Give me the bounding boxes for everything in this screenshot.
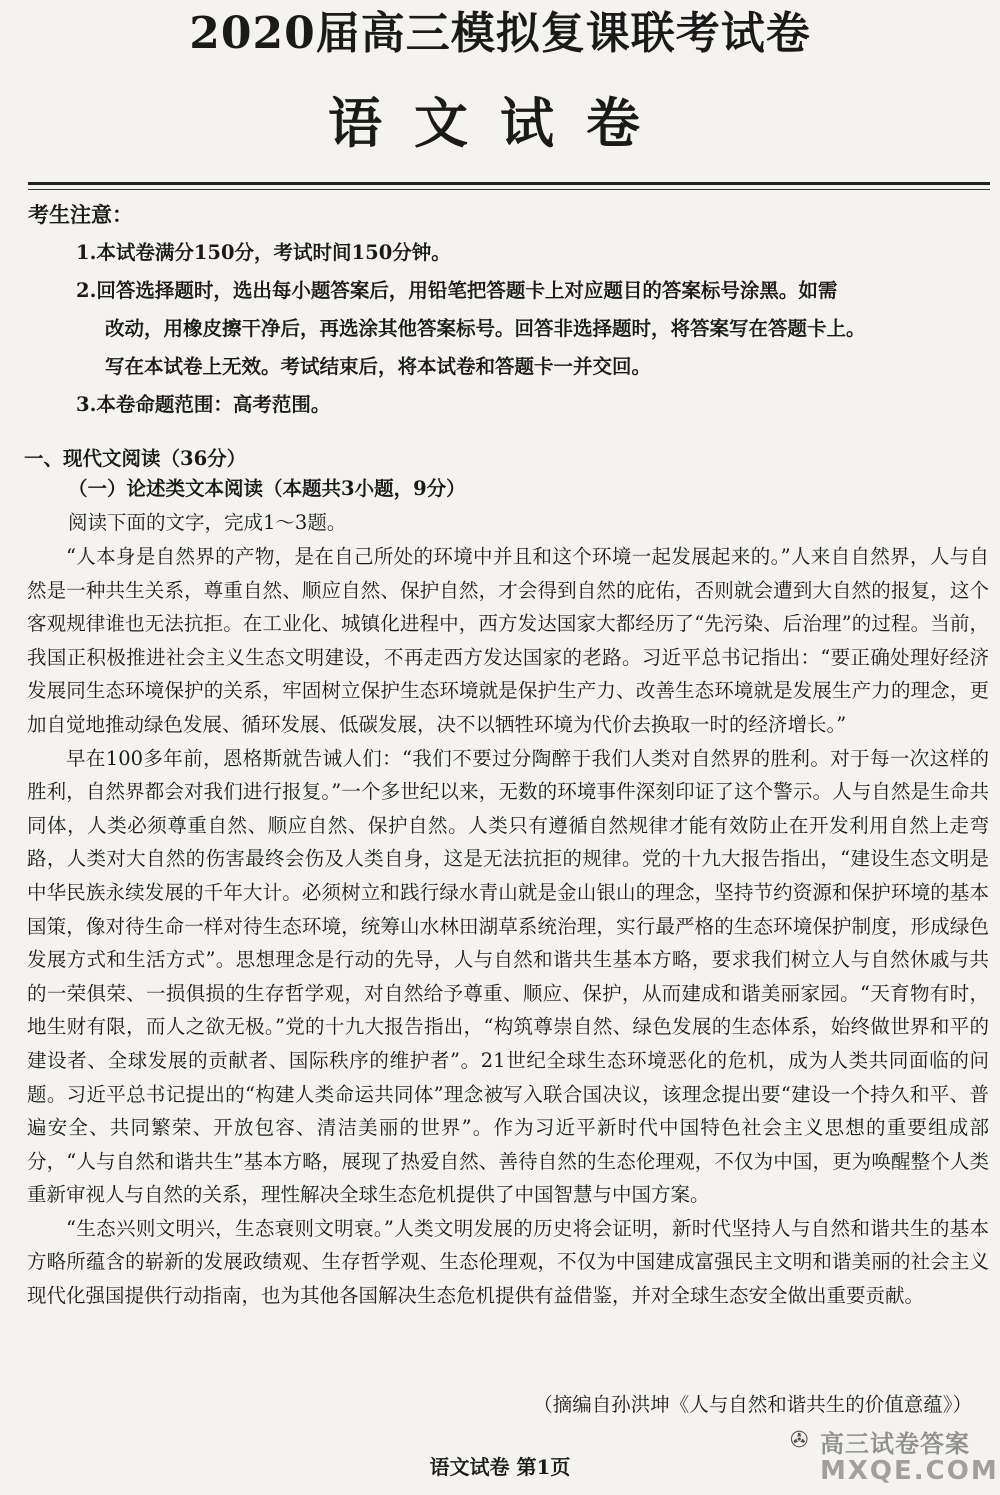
subject-title: 语文试卷 xyxy=(328,91,672,155)
section-instruction: 阅读下面的文字，完成1～3题。 xyxy=(68,511,347,534)
notice-heading: 考生注意： xyxy=(28,203,133,227)
exam-title: 2020届高三模拟复课联考试卷 xyxy=(189,8,811,59)
notice-list xyxy=(76,234,990,424)
passage-paragraph: 早在100多年前，恩格斯就告诫人们：“我们不要过分陶醉于我们人类对自然界的胜利。对于每一次这样的胜利，自然界都会对我们进行报复。”一个多世纪以来，无数的环境事件深刻印证了这个警示。人与自然是生命共同体，人类必须尊重自然、顺应自然、保护自然。人类只有遵循自然规律才能有效防止在开发利用自然上走弯路，人类对大自然的伤害最终会伤及人类自身，这是无法抗拒的规律。党的十九大报告指出，“建设生态文明是中华民族永续发展的千年大计。必须树立和践行绿水青山就是金山银山的理念，坚持节约资源和保护环境的基本国策，像对待生命一样对待生态环境，统筹山水林田湖草系统治理，实行最严格的生态环境保护制度，形成绿色发展方式和生活方式”。思想理念是行动的先导，人与自然和谐共生基本方略，要求我们树立人与自然休戚与共的一荣俱荣、一损俱损的生存哲学观，对自然给予尊重、顺应、保护，从而建成和谐美丽家园。“天育物有时，地生财有限，而人之欲无极。”党的十九大报告指出，“构筑尊崇自然、绿色发展的生态体系，始终做世界和平的建设者、全球发展的贡献者、国际秩序的维护者”。21世纪全球生态环境恶化的危机，成为人类共同面临的问题。习近平总书记提出的“构建人类命运共同体”理念被写入联合国决议，该理念提出要“建设一个持久和平、普遍安全、共同繁荣、开放包容、清洁美丽的世界”。作为习近平新时代中国特色社会主义思想的重要组成部分，“人与自然和谐共生”基本方略，展现了热爱自然、善待自然的生态伦理观，不仅为中国，更为唤醒整个人类重新审视人与自然的关系，理性解决全球生态危机提供了中国智慧与中国方案。 xyxy=(27,746,989,1207)
notice-item: 3.本卷命题范围：高考范围。 xyxy=(76,393,331,416)
section-subtitle: （一）论述类文本阅读（本题共3小题，9分） xyxy=(68,477,466,500)
wechat-icon: ✇ xyxy=(790,1428,809,1453)
passage-paragraph: “人本身是自然界的产物，是在自己所处的环境中并且和这个环境一起发展起来的。”人来自自然界，人与自然是一种共生关系，尊重自然、顺应自然、保护自然，才会得到自然的庇佑，否则就会遭到大自然的报复，这个客观规律谁也无法抗拒。在工业化、城镇化进程中，西方发达国家大都经历了“先污染、后治理”的过程。当前，我国正积极推进社会主义生态文明建设，不再走西方发达国家的老路。习近平总书记指出：“要正确处理好经济发展同生态环境保护的关系，牢固树立保护生态环境就是保护生产力、改善生态环境就是发展生产力的理念，更加自觉地推动绿色发展、循环发展、低碳发展，决不以牺牲环境为代价去换取一时的经济增长。” xyxy=(27,545,989,736)
passage-paragraph: “生态兴则文明兴，生态衰则文明衰。”人类文明发展的历史将会证明，新时代坚持人与自然和谐共生的基本方略所蕴含的崭新的发展政绩观、生存哲学观、生态伦理观，不仅为中国建成富强民主文明和谐美丽的社会主义现代化强国提供行动指南，也为其他各国解决生态危机提供有益借鉴，并对全球生态安全做出重要贡献。 xyxy=(27,1216,989,1308)
passage-source: （摘编自孙洪坤《人与自然和谐共生的价值意蕴》） xyxy=(533,1393,972,1416)
watermark-text: 高三试卷答案 xyxy=(820,1430,970,1458)
page-footer: 语文试卷 第1页 xyxy=(429,1455,571,1479)
notice-item: 1.本试卷满分150分，考试时间150分钟。 xyxy=(76,241,451,264)
notice-item: 2.回答选择题时，选出每小题答案后，用铅笔把答题卡上对应题目的答案标号涂黑。如需 xyxy=(76,279,838,302)
section-title: 一、现代文阅读（36分） xyxy=(24,447,247,470)
reading-passage xyxy=(27,540,989,1313)
header-divider-thin xyxy=(28,189,990,190)
notice-item-continued: 改动，用橡皮擦干净后，再选涂其他答案标号。回答非选择题时，将答案写在答题卡上。 xyxy=(105,317,866,340)
header-divider-thick xyxy=(28,182,990,185)
watermark-logo xyxy=(790,1424,999,1492)
notice-item-continued: 写在本试卷上无效。考试结束后，将本试卷和答题卡一并交回。 xyxy=(105,355,652,378)
watermark-site: MXQE.COM xyxy=(820,1456,999,1486)
